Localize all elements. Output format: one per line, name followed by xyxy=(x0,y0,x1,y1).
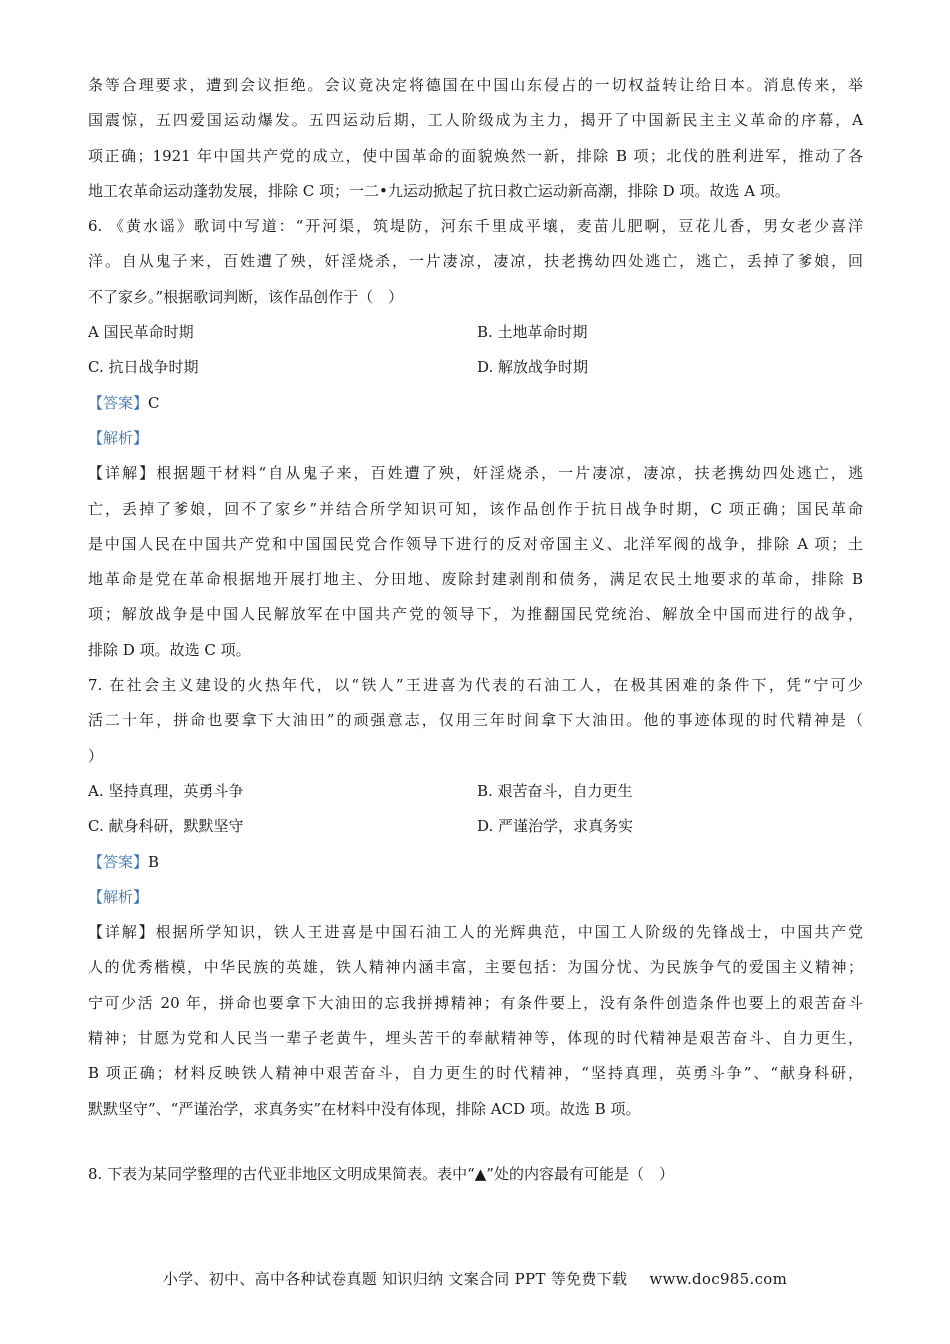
option-d: D. 严谨治学，求真务实 xyxy=(477,817,634,836)
question-stem-line: 6. 《黄水谣》歌词中写道：“开河渠，筑堤防，河东千里成平壤，麦苗儿肥啊，豆花儿香，男女老少喜洋 xyxy=(88,217,863,236)
option-row xyxy=(88,774,863,809)
option-row xyxy=(88,809,863,844)
footer-url: www.doc985.com xyxy=(649,1270,788,1288)
analysis-tag: 【解析】 xyxy=(88,428,149,447)
detail-text: 根据题干材料“自从鬼子来，百姓遭了殃，奸淫烧杀，一片凄凉，凄凉，扶老携幼四处逃亡，逃 xyxy=(156,464,863,483)
detail-line: 默默坚守”、“严谨治学，求真务实”在材料中没有体现，排除 ACD 项。故选 B 项。 xyxy=(88,1099,641,1118)
question-stem-line: 8. 下表为某同学整理的古代亚非地区文明成果简表。表中“▲”处的内容最有可能是（ ） xyxy=(88,1164,674,1183)
answer-tag: 【答案】 xyxy=(88,393,149,412)
detail-line: 人的优秀楷模，中华民族的英雄，铁人精神内涵丰富，主要包括：为国分忧、为民族争气的爱国主义精神； xyxy=(88,958,863,977)
document-body xyxy=(88,68,863,1192)
detail-line: 排除 D 项。故选 C 项。 xyxy=(88,640,251,659)
text-line: 项正确；1921 年中国共产党的成立，使中国革命的面貌焕然一新，排除 B 项；北伐的胜利进军，推动了各 xyxy=(88,146,863,165)
question-7 xyxy=(88,668,863,1127)
detail-line: 精神；甘愿为党和人民当一辈子老黄牛，埋头苦干的奉献精神等，体现的时代精神是艰苦奋斗、自力更生， xyxy=(88,1029,863,1048)
option-b: B. 土地革命时期 xyxy=(477,323,588,342)
detail-text: 根据所学知识，铁人王进喜是中国石油工人的光辉典范，中国工人阶级的先锋战士，中国共产党 xyxy=(155,923,863,942)
question-stem-line: ） xyxy=(88,746,104,765)
answer-line xyxy=(88,845,863,880)
question-stem-line: 7. 在社会主义建设的火热年代，以“铁人”王进喜为代表的石油工人，在极其困难的条件下，凭“宁可少 xyxy=(88,676,863,695)
detail-line: 地革命是党在革命根据地开展打地主、分田地、废除封建剥削和债务，满足农民土地要求的革命，排除 B xyxy=(88,570,863,589)
question-stem-line: 洋。自从鬼子来，百姓遭了殃，奸淫烧杀，一片凄凉，凄凉，扶老携幼四处逃亡，逃亡，丢掉了爹娘，回 xyxy=(88,252,863,271)
analysis-tag: 【解析】 xyxy=(88,887,149,906)
text-line: 国震惊，五四爱国运动爆发。五四运动后期，工人阶级成为主力，揭开了中国新民主主义革命的序幕，A xyxy=(88,111,863,130)
detail-line: 亡，丢掉了爹娘，回不了家乡”并结合所学知识可知，该作品创作于抗日战争时期，C 项正确；国民革命 xyxy=(88,499,863,518)
detail-line: B 项正确；材料反映铁人精神中艰苦奋斗，自力更生的时代精神，“坚持真理，英勇斗争”、“献身科研， xyxy=(88,1064,863,1083)
page-footer xyxy=(0,1268,950,1289)
option-d: D. 解放战争时期 xyxy=(477,358,589,377)
detail-line: 是中国人民在中国共产党和中国国民党合作领导下进行的反对帝国主义、北洋军阀的战争，排除 A 项；土 xyxy=(88,534,863,553)
option-b: B. 艰苦奋斗，自力更生 xyxy=(477,781,633,800)
detail-tag: 【详解】 xyxy=(88,923,156,942)
option-row xyxy=(88,350,863,385)
question-8 xyxy=(88,1157,863,1192)
option-c: C. 献身科研，默默坚守 xyxy=(88,817,244,836)
detail-line: 项；解放战争是中国人民解放军在中国共产党的领导下，为推翻国民党统治、解放全中国而进行的战争， xyxy=(88,605,863,624)
question-stem-line: 不了家乡。”根据歌词判断，该作品创作于（ ） xyxy=(88,287,404,306)
analysis-line xyxy=(88,421,863,456)
option-a: A 国民革命时期 xyxy=(88,323,194,342)
answer-value: B xyxy=(148,852,160,871)
option-row xyxy=(88,315,863,350)
detail-line: 宁可少活 20 年，拼命也要拿下大油田的忘我拼搏精神；有条件要上，没有条件创造条件也要上的艰苦奋斗 xyxy=(88,993,863,1012)
option-a: A. 坚持真理，英勇斗争 xyxy=(88,781,244,800)
detail-line xyxy=(88,456,863,491)
q5-analysis-tail xyxy=(88,68,863,209)
footer-text: 小学、初中、高中各种试卷真题 知识归纳 文案合同 PPT 等免费下载 xyxy=(162,1270,628,1288)
spacer xyxy=(88,1127,863,1157)
question-6 xyxy=(88,209,863,668)
answer-value: C xyxy=(148,393,160,412)
answer-line xyxy=(88,386,863,421)
option-c: C. 抗日战争时期 xyxy=(88,358,199,377)
detail-line xyxy=(88,915,863,950)
question-stem-line: 活二十年，拼命也要拿下大油田”的顽强意志，仅用三年时间拿下大油田。他的事迹体现的时代精神是（ xyxy=(88,711,863,730)
text-line: 地工农革命运动蓬勃发展，排除 C 项；一二•九运动掀起了抗日救亡运动新高潮，排除 D 项。故选 A 项。 xyxy=(88,181,790,200)
detail-tag: 【详解】 xyxy=(88,464,157,483)
answer-tag: 【答案】 xyxy=(88,852,149,871)
text-line: 条等合理要求，遭到会议拒绝。会议竟决定将德国在中国山东侵占的一切权益转让给日本。消息传来，举 xyxy=(88,76,863,94)
analysis-line xyxy=(88,880,863,915)
